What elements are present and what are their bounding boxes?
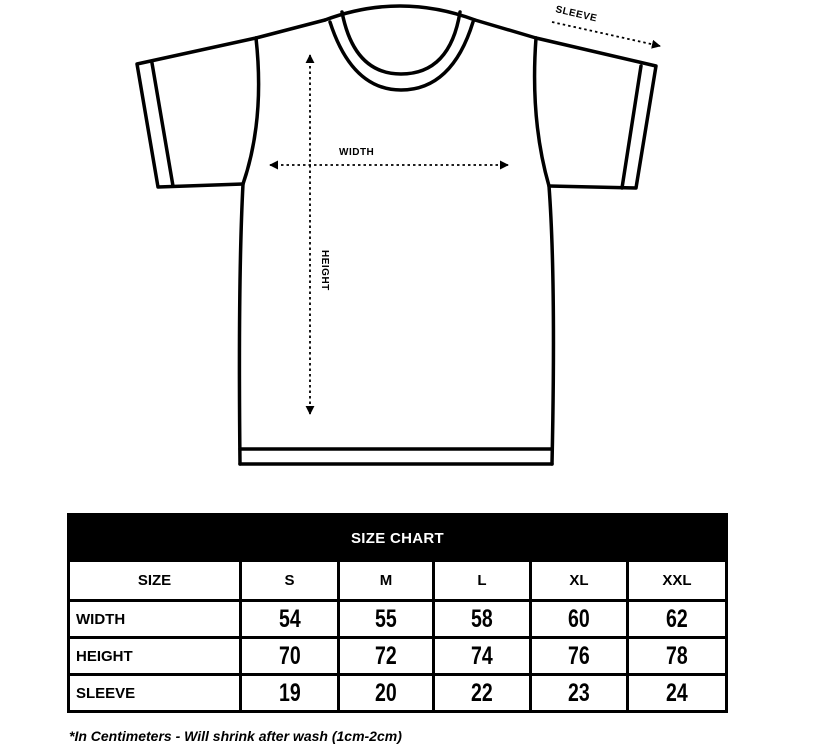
size-chart-title: SIZE CHART: [70, 516, 725, 560]
size-header-row: [70, 560, 725, 599]
size-header-s: S: [239, 562, 337, 599]
row-label-width: WIDTH: [76, 610, 126, 628]
row-label-height: HEIGHT: [76, 647, 133, 665]
row-label-sleeve: SLEEVE: [76, 684, 136, 702]
sleeve-label: SLEEVE: [554, 4, 599, 25]
body-right-side: [535, 38, 554, 464]
size-header-l: L: [432, 562, 529, 599]
height-label: HEIGHT: [319, 250, 330, 291]
size-header-xxl: XXL: [626, 562, 725, 599]
height-value-l: 74: [471, 641, 493, 670]
sleeve-row: [70, 673, 725, 710]
left-shoulder: [256, 20, 325, 38]
width-value-xl: 60: [568, 604, 590, 633]
right-shoulder: [475, 20, 536, 38]
sleeve-arrow: [552, 22, 660, 46]
collar-outer: [325, 6, 475, 20]
collar-rib: [330, 22, 473, 90]
width-label: WIDTH: [339, 147, 375, 158]
width-value-l: 58: [471, 604, 493, 633]
height-value-m: 72: [375, 641, 397, 670]
body-left-side: [239, 38, 258, 464]
sleeve-value-l: 22: [471, 678, 493, 707]
collar-inner: [342, 12, 460, 74]
size-header-m: M: [337, 562, 432, 599]
right-sleeve: [536, 38, 656, 188]
size-header-xl: XL: [529, 562, 626, 599]
sleeve-value-m: 20: [375, 678, 397, 707]
measurement-arrows: [270, 22, 660, 414]
width-value-m: 55: [375, 604, 397, 633]
height-value-xxl: 78: [666, 641, 688, 670]
tshirt-outline: [137, 6, 656, 464]
footnote: *In Centimeters - Will shrink after wash (1cm-2cm): [69, 728, 402, 744]
sleeve-value-xl: 23: [568, 678, 590, 707]
width-row: [70, 599, 725, 636]
height-value-s: 70: [278, 641, 301, 670]
left-sleeve: [137, 38, 256, 187]
height-row: [70, 636, 725, 673]
width-value-s: 54: [278, 604, 301, 633]
sleeve-value-xxl: 24: [666, 678, 688, 707]
width-value-xxl: 62: [666, 604, 688, 633]
height-value-xl: 76: [568, 641, 590, 670]
size-header-label: SIZE: [137, 572, 172, 589]
sleeve-value-s: 19: [278, 678, 301, 707]
size-chart-table: [67, 513, 728, 713]
